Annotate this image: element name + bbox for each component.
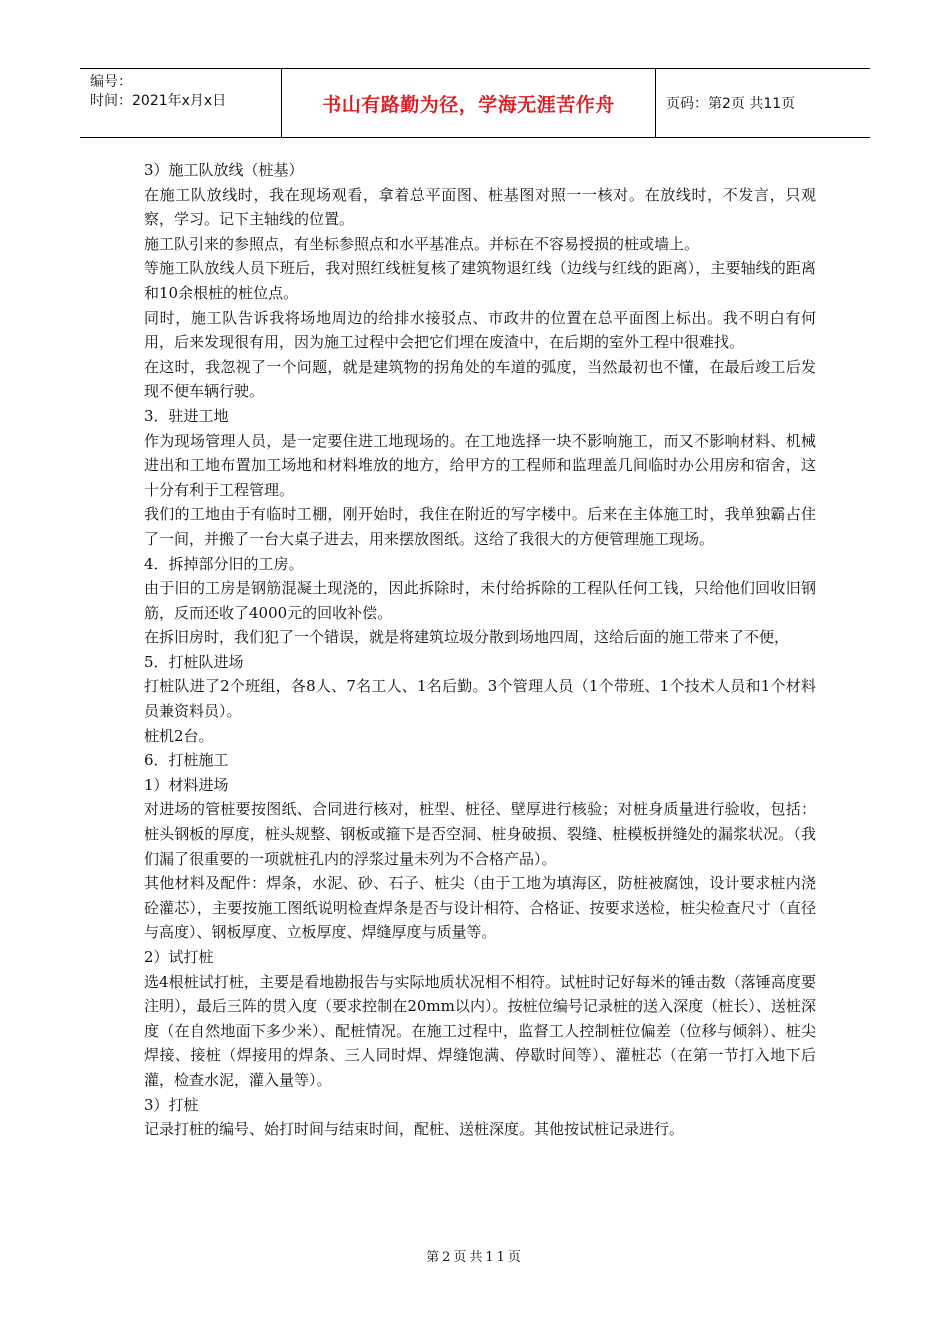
paragraph: 在拆旧房时，我们犯了一个错误，就是将建筑垃圾分散到场地四周，这给后面的施工带来了不便，: [144, 628, 790, 647]
paragraph: 在施工队放线时，我在现场观看，拿着总平面图、桩基图对照一一核对。在放线时，不发言，只观察，学习。记下主轴线的位置。: [144, 185, 816, 229]
header-motto-cell: [282, 69, 656, 137]
date-label: 时间：2021年x月x日: [90, 93, 227, 109]
paragraph: 施工队引来的参照点，有坐标参照点和水平基准点。并标在不容易授损的桩或墙上。: [144, 234, 700, 253]
paragraph: 等施工队放线人员下班后，我对照红线桩复核了建筑物退红线（边线与红线的距离），主要轴线的距离和10余根桩的桩位点。: [144, 259, 816, 302]
header-table: [80, 68, 870, 138]
document-body: [144, 158, 816, 1142]
section-heading: 6．打桩施工: [144, 751, 229, 770]
page-info: 页码：第2页 共11页: [666, 96, 796, 112]
paragraph: 记录打桩的编号、始打时间与结束时间，配桩、送桩深度。其他按试桩记录进行。: [144, 1120, 685, 1139]
subsection-heading: 3）打桩: [144, 1095, 199, 1114]
paragraph: 作为现场管理人员，是一定要住进工地现场的。在工地选择一块不影响施工，而又不影响材料、机械进出和工地布置加工场地和材料堆放的地方，给甲方的工程师和监理盖几间临时办公用房和宿舍，这十分有利于工程管理。: [144, 431, 816, 499]
paragraph: 由于旧的工房是钢筋混凝土现浇的，因此拆除时，未付给拆除的工程队任何工钱，只给他们回收旧钢筋，反而还收了4000元的回收补偿。: [144, 579, 816, 622]
header-meta: [80, 69, 282, 137]
paragraph: 打桩队进了2个班组，各8人、7名工人、1名后勤。3个管理人员（1个带班、1个技术人员和1个材料员兼资料员）。: [144, 677, 816, 721]
header-page-info: [656, 69, 870, 137]
paragraph: 在这时，我忽视了一个问题，就是建筑物的拐角处的车道的弧度，当然最初也不懂，在最后竣工后发现不便车辆行驶。: [144, 357, 816, 401]
paragraph: 选4根桩试打桩，主要是看地勘报告与实际地质状况相不相符。试桩时记好每米的锤击数（落锤高度要注明），最后三阵的贯入度（要求控制在20mm以内）。按桩位编号记录桩的送入深度（桩长）、送桩深度（在自然地面下多少米）、配桩情况。在施工过程中，监督工人控制桩位偏差（位移与倾斜）、桩尖焊接、接桩（焊接用的焊条、三人同时焊、焊缝饱满、停歇时间等）、灌桩芯（在第一节打入地下后灌，检查水泥，灌入量等）。: [144, 972, 816, 1089]
paragraph: 桩机2台。: [144, 726, 214, 745]
paragraph: 3）施工队放线（桩基）: [144, 161, 304, 179]
subsection-heading: 1）材料进场: [144, 775, 229, 794]
paragraph: 其他材料及配件：焊条，水泥、砂、石子、桩尖（由于工地为填海区，防桩被腐蚀，设计要求桩内浇砼灌芯），主要按施工图纸说明检查焊条是否与设计相符、合格证、按要求送检，桩尖检查尺寸（直径与高度）、钢板厚度、立板厚度、焊缝厚度与质量等。: [144, 874, 816, 942]
paragraph: 对进场的管桩要按图纸、合同进行核对，桩型、桩径、壁厚进行核验；对桩身质量进行验收，包括：桩头钢板的厚度，桩头规整、钢板或箍下是否空洞、桩身破损、裂缝、桩模板拼缝处的漏浆状况。（我们漏了很重要的一项就桩孔内的浮浆过量未列为不合格产品）。: [144, 800, 816, 868]
serial-label: 编号：: [90, 74, 132, 90]
section-heading: 4．拆掉部分旧的工房。: [144, 554, 304, 573]
paragraph: 同时，施工队告诉我将场地周边的给排水接驳点、市政井的位置在总平面图上标出。我不明白有何用，后来发现很有用，因为施工过程中会把它们埋在废渣中，在后期的室外工程中很难找。: [144, 308, 816, 352]
section-heading: 5．打桩队进场: [144, 652, 244, 671]
motto: 书山有路勤为径，学海无涯苦作舟: [322, 93, 615, 116]
page-footer: 第2页共11页: [426, 1250, 524, 1265]
section-heading: 3．驻进工地: [144, 406, 229, 425]
subsection-heading: 2）试打桩: [144, 948, 214, 966]
paragraph: 我们的工地由于有临时工棚，刚开始时，我住在附近的写字楼中。后来在主体施工时，我单独霸占住了一间，并搬了一台大桌子进去，用来摆放图纸。这给了我很大的方便管理施工现场。: [144, 505, 816, 548]
